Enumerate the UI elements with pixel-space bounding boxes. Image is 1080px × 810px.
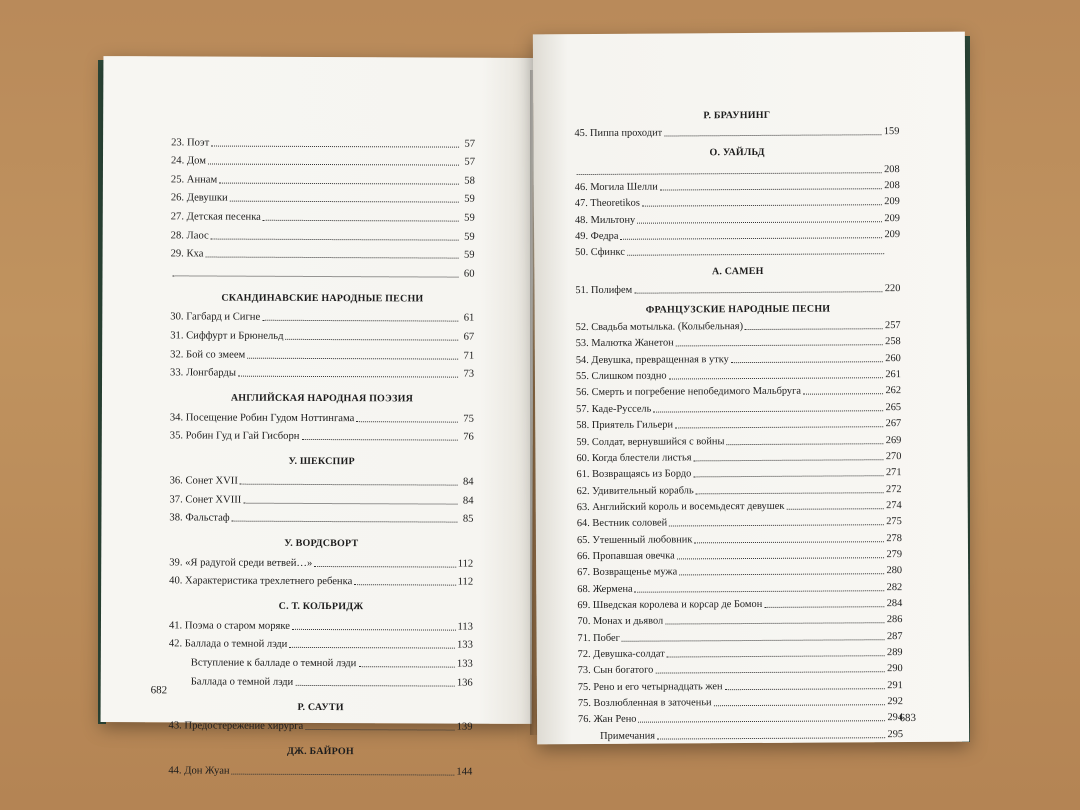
toc-leader-dots [627,254,884,257]
toc-entry-page: 280 [886,565,903,577]
toc-entry-page: 278 [886,532,902,544]
toc-section-heading: ФРАНЦУЗСКИЕ НАРОДНЫЕ ПЕСНИ [645,303,831,316]
toc-leader-dots [786,508,884,510]
toc-section-heading: А. САМЕН [711,266,764,278]
toc-entry-title: 28. Лаос [170,229,209,242]
toc-section-heading: У. ВОРДСВОРТ [284,537,359,550]
toc-entry [170,469,474,489]
toc-entry-page: 284 [886,598,903,610]
toc-leader-dots [354,584,455,585]
toc-entry [576,463,901,481]
toc-leader-dots [675,426,884,428]
toc-entry-page: 279 [886,548,903,561]
toc-entry [575,225,900,243]
toc-entry [578,692,903,710]
toc-entry-page: 275 [886,516,902,528]
toc-leader-dots [358,666,455,667]
toc-leader-dots [314,566,455,568]
toc-entry-page: 59 [464,194,475,206]
toc-leader-dots [262,320,458,322]
toc-section-heading: Р. САУТИ [297,701,344,713]
toc-entry-page: 270 [885,450,902,463]
toc-leader-dots [247,357,458,359]
toc-entry [170,424,474,444]
toc-section-heading: Р. БРАУНИНГ [703,109,771,122]
toc-entry-page: 113 [457,621,473,633]
toc-leader-dots [232,521,458,523]
toc-right [574,101,903,743]
toc-entry-title: 76. Жан Рено [577,714,637,726]
toc-entry [575,241,900,259]
toc-entry-page: 85 [462,513,474,525]
toc-entry [577,528,902,546]
toc-entry [578,643,903,661]
toc-entry-page: 282 [886,581,903,593]
toc-entry-title: 32. Бой со змеем [170,348,246,361]
toc-entry-title: 38. Фальстаф [169,512,230,524]
toc-entry-title: 66. Пропавшая овечка [576,550,675,562]
toc-entry-title: 45. Пиппа проходит [574,127,663,140]
right-page [533,32,969,745]
toc-entry-page: 112 [457,558,474,570]
toc-entry [171,149,475,169]
toc-entry-title: 31. Сиффурт и Брюнельд [170,330,284,342]
toc-entry [576,349,901,367]
toc-leader-dots [653,410,883,412]
toc-section-heading: О. УАЙЛЬД [709,147,765,159]
toc-leader-dots [725,688,886,690]
toc-entry [169,669,473,689]
toc-entry-title: 75. Рено и его четырнадцать жен [577,680,723,693]
toc-entry-page: 258 [885,336,901,348]
toc-entry-title: 55. Слишком поздно [575,370,667,383]
toc-entry [577,561,902,579]
toc-leader-dots [638,721,885,724]
toc-entry [576,381,901,399]
toc-leader-dots [803,394,883,395]
toc-entry-page: 112 [457,576,474,588]
toc-entry [171,130,475,150]
toc-leader-dots [726,443,883,445]
toc-entry-page: 84 [462,476,474,488]
toc-entry-page: 260 [885,352,901,364]
toc-leader-dots [665,622,885,624]
toc-entry [577,577,902,595]
toc-leader-dots [172,275,458,277]
toc-entry-title: 63. Английский король и восемьдесят девушек [576,500,785,513]
toc-leader-dots [693,459,883,461]
toc-entry [575,192,900,210]
page-number-right: 683 [899,711,917,725]
toc-entry-title: 59. Солдат, вернувшийся с войны [576,435,725,448]
toc-entry-page: 139 [456,721,473,733]
toc-entry-page: 267 [885,418,902,430]
toc-entry-title: 34. Посещение Робин Гудом Ноттингама [169,412,355,424]
toc-entry-page: 57 [464,156,476,168]
toc-entry-page: 58 [464,175,475,187]
toc-entry-title: 62. Удивительный корабль [576,484,694,497]
toc-section-heading: СКАНДИНАВСКИЕ НАРОДНЫЕ ПЕСНИ [221,292,424,305]
toc-entry-page: 287 [886,630,903,642]
toc-entry-title: 49. Федра [575,230,619,243]
toc-entry-page: 59 [464,231,475,243]
toc-entry [575,159,900,177]
toc-entry-title: 50. Сфинкс [575,247,625,259]
toc-entry-title: 71. Побег [577,632,620,644]
toc-leader-dots [211,238,459,240]
toc-leader-dots [219,182,459,184]
toc-entry [577,496,902,514]
toc-entry [171,186,475,206]
toc-leader-dots [289,647,455,649]
toc-entry-title: 29. Кха [170,248,204,260]
toc-entry [171,205,475,225]
toc-entry-page: 290 [887,663,903,675]
toc-leader-dots [714,704,886,706]
toc-leader-dots [634,291,883,294]
toc-entry-title: 73. Сын богатого [577,664,654,677]
toc-entry-page: 292 [887,696,903,708]
toc-entry [576,398,901,416]
toc-entry-title: 47. Theoretikos [574,198,640,210]
toc-entry-title: 24. Дом [170,155,206,167]
toc-leader-dots [655,671,885,673]
toc-entry-page: 257 [884,320,901,332]
toc-entry [576,447,901,465]
toc-leader-dots [240,484,458,486]
toc-leader-dots [637,221,882,223]
toc-entry-page: 144 [456,766,473,778]
toc-leader-dots [205,257,458,259]
toc-section-heading: ДЖ. БАЙРОН [286,746,354,758]
toc-entry [170,361,474,381]
toc-section-heading: АНГЛИЙСКАЯ НАРОДНАЯ ПОЭЗИЯ [230,392,414,405]
toc-leader-dots [577,172,882,175]
toc-entry-page: 57 [464,138,476,150]
toc-entry [577,626,902,644]
toc-leader-dots [764,606,884,608]
toc-section-heading: С. Т. КОЛЬРИДЖ [278,601,364,613]
toc-entry-page: 295 [887,728,904,740]
toc-entry [170,324,474,344]
toc-entry-page: 271 [885,467,902,479]
toc-entry-title: 27. Детская песенка [170,211,261,223]
toc-leader-dots [676,345,883,347]
toc-entry-page: 286 [886,614,903,626]
toc-leader-dots [669,524,884,526]
toc-leader-dots [620,237,882,240]
toc-leader-dots [292,629,455,631]
toc-entry-title: 61. Возвращаясь из Бордо [576,468,692,481]
toc-leader-dots [295,685,455,687]
toc-leader-dots [243,502,457,504]
toc-entry-title: 56. Смерть и погребение непобедимого Мальбруга [575,386,802,399]
toc-entry-title: 23. Поэт [171,136,210,149]
toc-leader-dots [731,361,883,363]
toc-entry-page: 272 [885,483,902,495]
toc-entry [169,651,473,671]
toc-entry-title: 41. Поэма о старом моряке [168,620,291,632]
page-number-left: 682 [150,684,168,697]
toc-leader-dots [693,475,884,477]
toc-entry-page: 84 [462,495,474,507]
toc-entry-page: 61 [463,312,475,325]
toc-entry-page: 59 [463,249,475,261]
toc-entry-title: 52. Свадьба мотылька. (Колыбельная) [575,321,744,334]
toc-leader-dots [745,328,883,330]
toc-entry-page: 60 [463,268,475,280]
toc-entry [169,506,473,526]
toc-leader-dots [232,773,455,775]
toc-entry-title: 36. Сонет XVII [169,475,238,487]
toc-entry [576,332,901,350]
toc-leader-dots [642,205,882,207]
toc-entry-title: 64. Вестник соловей [576,517,668,530]
toc-entry-title: 42. Баллада о темной лэди [168,638,288,651]
toc-entry-title: 69. Шведская королева и корсар де Бомон [577,598,763,612]
toc-entry [170,342,474,362]
toc-entry [574,122,899,140]
toc-entry-page: 59 [464,212,475,224]
toc-entry [576,316,901,334]
toc-entry-page: 136 [456,677,473,689]
toc-entry-title: 37. Сонет XVIII [169,493,242,506]
toc-entry-title: 26. Девушки [170,192,228,204]
toc-entry [577,594,902,612]
toc-entry-page: 294 [887,712,904,724]
toc-entry-page: 209 [884,229,901,241]
toc-entry [169,569,473,589]
toc-entry-title: 57. Каде-Руссель [576,403,652,415]
toc-entry-page: 133 [456,640,473,652]
toc-entry-title: 44. Дон Жуан [168,765,230,777]
toc-leader-dots [263,220,459,222]
toc-leader-dots [696,492,884,494]
toc-entry [576,365,901,383]
toc-entry-page: 75 [463,413,474,425]
toc-entry-page: 209 [884,212,900,224]
toc-entry-page: 208 [884,180,900,192]
toc-entry-page: 289 [886,647,903,659]
toc-entry [575,208,900,226]
toc-entry-page: 220 [884,282,901,294]
toc-section-heading: У. ШЕКСПИР [288,456,355,468]
toc-entry-title: Вступление к балладе о темной лэди [190,657,357,670]
toc-entry-title: 48. Мильтону [574,214,636,226]
toc-entry-page: 262 [885,385,902,397]
toc-entry [169,714,473,734]
toc-entry [578,724,903,742]
toc-entry-page: 261 [885,369,901,381]
toc-entry [168,759,472,779]
toc-leader-dots [305,729,454,731]
toc-entry-title: 75. Возлюбленная в заточеньи [577,697,712,710]
toc-entry-page: 291 [887,679,903,691]
toc-leader-dots [230,201,459,203]
toc-entry [169,632,473,652]
toc-entry-page: 265 [885,401,902,413]
toc-entry [169,550,473,570]
toc-entry-title: 58. Приятель Гильери [576,419,674,432]
toc-entry [171,168,475,188]
toc-entry-title: 25. Аннам [170,174,218,186]
toc-entry-page: 76 [463,431,474,443]
toc-entry [171,242,475,262]
toc-entry-title: 43. Предостережение хирурга [168,720,304,733]
toc-entry-page: 274 [886,499,902,512]
toc-leader-dots [285,339,458,341]
toc-entry-title: 72. Девушка-солдат [577,648,665,661]
toc-leader-dots [667,655,885,657]
toc-entry-title: 35. Робин Гуд и Гай Гисборн [169,430,300,443]
toc-leader-dots [694,541,884,543]
toc-leader-dots [356,421,458,422]
toc-entry [170,305,474,325]
toc-leader-dots [301,439,457,441]
toc-entry [575,278,900,296]
toc-leader-dots [622,639,885,642]
toc-entry-title: 53. Малютка Жанетон [575,337,674,350]
toc-entry-title: 30. Гагбард и Сигне [170,311,261,324]
toc-entry-title: 65. Утешенный любовник [576,533,693,546]
toc-entry-title: 60. Когда блестели листья [576,452,692,464]
toc-entry [171,223,475,243]
toc-entry-title: 40. Характеристика трехлетнего ребенка [169,575,353,588]
toc-entry [577,545,902,563]
toc-entry [578,675,903,693]
toc-leader-dots [660,188,882,190]
toc-leader-dots [657,737,885,739]
toc-left [168,130,475,778]
toc-entry [578,659,903,677]
toc-entry-title: 46. Могила Шелли [574,181,658,194]
toc-entry-title: 33. Лонгбарды [170,367,236,379]
toc-leader-dots [238,376,458,378]
toc-leader-dots [635,590,885,593]
toc-leader-dots [208,164,459,166]
toc-entry [576,414,901,432]
toc-entry-page: 71 [463,350,475,362]
toc-leader-dots [679,573,884,575]
toc-entry [169,487,473,507]
toc-entry-page: 67 [463,331,475,343]
toc-entry [578,708,903,726]
toc-entry [169,614,473,634]
toc-entry-title: 70. Монах и дьявол [577,615,664,628]
left-page [101,56,535,778]
toc-entry-title: Баллада о темной лэди [190,676,294,688]
toc-entry-page: 73 [463,368,475,380]
toc-entry [170,261,474,281]
toc-entry-page: 209 [884,196,900,208]
toc-leader-dots [664,135,882,137]
toc-leader-dots [677,557,885,559]
toc-entry-page: 269 [885,434,902,446]
toc-entry-title: Примечания [600,730,656,742]
toc-entry-page: 159 [883,126,900,138]
toc-entry-title: 68. Жермена [577,583,633,595]
toc-entry [576,430,901,448]
toc-entry-title: 67. Возвращенье мужа [577,566,678,579]
toc-entry [575,176,900,194]
toc-entry [577,610,902,628]
toc-leader-dots [211,145,459,147]
toc-entry [577,512,902,530]
toc-entry-page: 133 [456,658,473,670]
toc-entry [577,479,902,497]
toc-entry-title: 54. Девушка, превращенная в утку [575,353,729,366]
toc-entry [170,405,474,425]
toc-entry-page: 208 [884,163,900,175]
toc-entry-title: 51. Полифем [575,284,633,296]
toc-entry-title: 39. «Я радугой среди ветвей…» [169,557,313,569]
toc-leader-dots [669,377,884,379]
